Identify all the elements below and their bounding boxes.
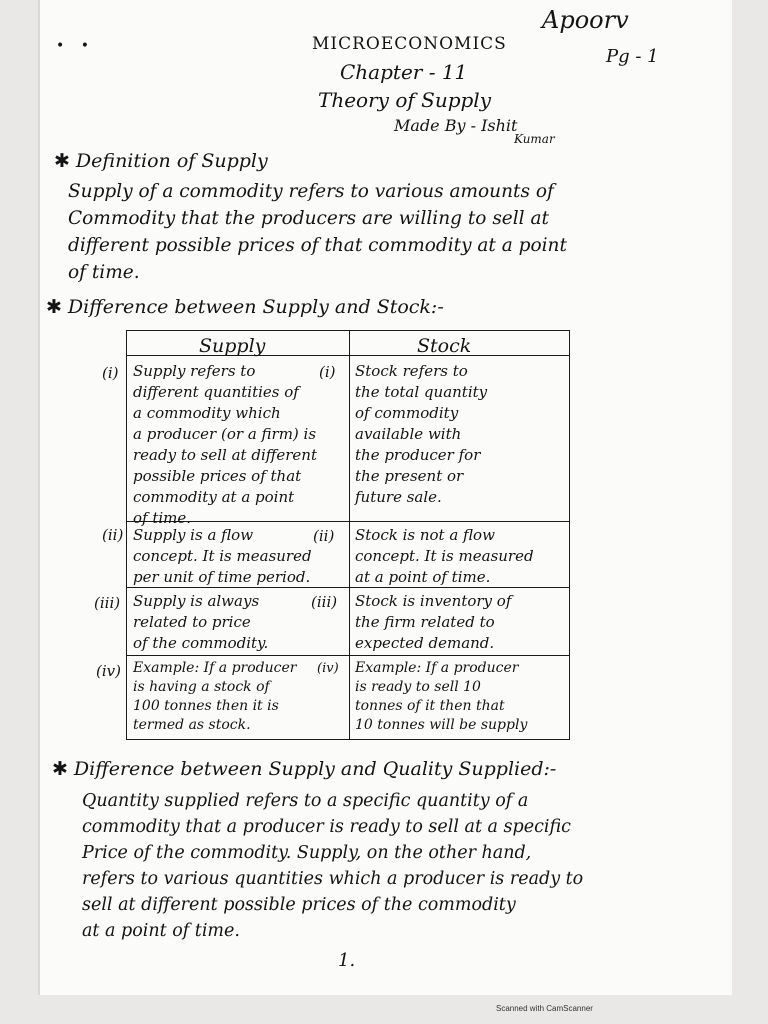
page-number: 1.	[338, 950, 356, 971]
pen-marks: • •	[56, 38, 95, 54]
stock-heading: ✱ Difference between Supply and Stock:-	[46, 296, 444, 318]
page-label: Pg - 1	[606, 46, 659, 67]
row-number: (iv)	[317, 661, 339, 676]
supply-cell: Supply is a flow concept. It is measured per unit of time period.	[133, 526, 312, 586]
supply-cell: Supply refers to different quantities of a commodity which a producer (or a firm) is ready to sell at different possible prices of that commodity at a point of time.	[133, 362, 317, 527]
subject-title: MICROECONOMICS	[312, 34, 507, 54]
row-number: (iii)	[94, 594, 121, 612]
definition-paragraph: Supply of a commodity refers to various amounts of Commodity that the producers are willing to sell at different possible prices of that commodity at a point of time.	[68, 181, 567, 283]
chapter-title: Chapter - 11	[340, 60, 468, 84]
scanner-watermark: Scanned with CamScanner	[496, 1004, 593, 1013]
row-number: (iv)	[96, 662, 121, 680]
definition-heading: ✱ Definition of Supply	[54, 150, 268, 172]
quantity-paragraph: Quantity supplied refers to a specific quantity of a commodity that a producer is ready to sell at a specific Price of the commodity. Supply, on the other hand, refers to various quantities which a producer is ready to sell at different possible prices of the commodity at a point of time.	[82, 791, 584, 941]
stock-cell: Stock refers to the total quantity of commodity available with the producer for the present or future sale.	[355, 362, 488, 506]
supply-cell: Example: If a producer is having a stock of 100 tonnes then it is termed as stock.	[133, 660, 297, 733]
asterisk-icon: ✱	[54, 150, 70, 172]
author-line: Made By - Ishit	[394, 116, 518, 135]
row-number: (i)	[102, 364, 119, 382]
stock-cell: Stock is inventory of the firm related to expected demand.	[355, 592, 512, 652]
asterisk-icon: ✱	[52, 758, 68, 780]
notebook-page	[38, 0, 732, 995]
row-number: (i)	[319, 363, 336, 381]
column-header-stock: Stock	[417, 335, 472, 357]
topic-title: Theory of Supply	[318, 88, 491, 112]
stock-cell: Example: If a producer is ready to sell 10 tonnes of it then that 10 tonnes will be supply	[355, 660, 528, 733]
row-number: (iii)	[311, 593, 338, 611]
row-number: (ii)	[313, 527, 335, 545]
supply-stock-table	[126, 330, 570, 740]
stock-cell: Stock is not a flow concept. It is measured at a point of time.	[355, 526, 534, 586]
row-number: (ii)	[102, 526, 124, 544]
supply-cell: Supply is always related to price of the commodity.	[133, 592, 269, 652]
brand-text: Apoorv	[542, 6, 629, 34]
quantity-heading: ✱ Difference between Supply and Quality Supplied:-	[52, 758, 557, 780]
author-surname: Kumar	[514, 132, 555, 146]
column-header-supply: Supply	[199, 335, 266, 357]
asterisk-icon: ✱	[46, 296, 62, 318]
